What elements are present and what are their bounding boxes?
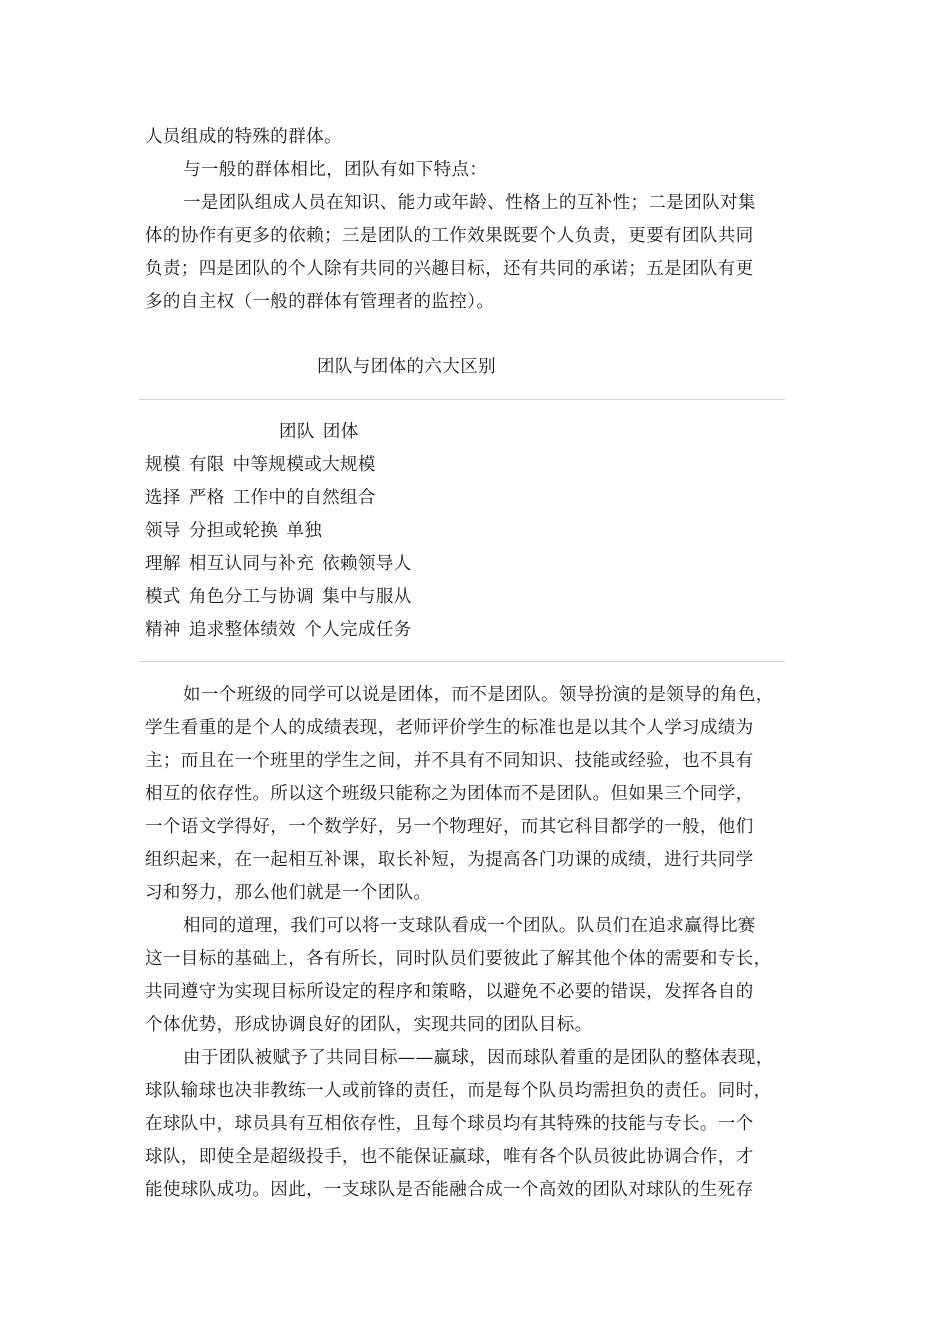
table-row bbox=[145, 586, 412, 608]
table-row bbox=[145, 454, 376, 476]
body-line: 学生看重的是个人的成绩表现，老师评价学生的标准也是以其个人学习成绩为 bbox=[145, 718, 754, 738]
body-line: 习和努力，那么他们就是一个团队。 bbox=[145, 883, 432, 903]
table-cell: 规模 bbox=[145, 455, 181, 475]
intro-para-line: 体的协作有更多的依赖；三是团队的工作效果既要个人负责，更要有团队共同 bbox=[145, 226, 754, 246]
body-line: 如一个班级的同学可以说是团体，而不是团队。领导扮演的是领导的角色， bbox=[183, 685, 774, 705]
table-cell: 领导 bbox=[145, 521, 181, 541]
intro-para-line: 多的自主权（一般的群体有管理者的监控）。 bbox=[145, 292, 495, 312]
table-cell: 集中与服从 bbox=[322, 587, 412, 607]
table-cell: 模式 bbox=[145, 587, 181, 607]
body-line: 共同遵守为实现目标所设定的程序和策略，以避免不必要的错误，发挥各自的 bbox=[145, 982, 754, 1002]
table-row bbox=[145, 487, 376, 509]
table-row bbox=[145, 520, 322, 542]
body-line: 相同的道理，我们可以将一支球队看成一个团队。队员们在追求赢得比赛 bbox=[183, 916, 756, 936]
table-cell: 相互认同与补充 bbox=[188, 554, 315, 574]
body-line: 在球队中，球员具有互相依存性，且每个球员均有其特殊的技能与专长。一个 bbox=[145, 1114, 754, 1134]
table-header-row bbox=[279, 421, 359, 443]
comparison-title: 团队与团体的六大区别 bbox=[317, 357, 496, 377]
intro-para-line: 一是团队组成人员在知识、能力或年龄、性格上的互补性；二是团队对集 bbox=[183, 193, 756, 213]
intro-para-line: 负责；四是团队的个人除有共同的兴趣目标，还有共同的承诺；五是团队有更 bbox=[145, 259, 754, 279]
table-cell: 单独 bbox=[286, 521, 323, 541]
table-cell: 中等规模或大规模 bbox=[232, 455, 376, 475]
body-line: 能使球队成功。因此，一支球队是否能融合成一个高效的团队对球队的生死存 bbox=[145, 1180, 754, 1200]
body-line: 由于团队被赋予了共同目标——赢球，因而球队着重的是团队的整体表现， bbox=[183, 1048, 774, 1068]
intro-line: 与一般的群体相比，团队有如下特点： bbox=[183, 160, 488, 180]
table-cell: 选择 bbox=[145, 488, 181, 508]
table-header-cell: 团体 bbox=[322, 422, 359, 442]
table-cell: 精神 bbox=[145, 620, 181, 640]
table-cell: 严格 bbox=[188, 488, 225, 508]
table-header-cell: 团队 bbox=[279, 422, 315, 442]
body-line: 个体优势，形成协调良好的团队，实现共同的团队目标。 bbox=[145, 1015, 593, 1035]
table-cell: 有限 bbox=[188, 455, 225, 475]
body-line: 相互的依存性。所以这个班级只能称之为团体而不是团队。但如果三个同学， bbox=[145, 784, 754, 804]
table-cell: 依赖领导人 bbox=[322, 554, 412, 574]
table-cell: 工作中的自然组合 bbox=[232, 488, 376, 508]
body-line: 球队输球也决非教练一人或前锋的责任，而是每个队员均需担负的责任。同时， bbox=[145, 1081, 772, 1101]
body-line: 球队，即使全是超级投手，也不能保证赢球，唯有各个队员彼此协调合作，才 bbox=[145, 1147, 754, 1167]
table-row bbox=[145, 619, 412, 641]
body-line: 主；而且在一个班里的学生之间，并不具有不同知识、技能或经验，也不具有 bbox=[145, 751, 754, 771]
table-top-rule bbox=[139, 399, 785, 400]
table-cell: 分担或轮换 bbox=[188, 521, 279, 541]
body-line: 这一目标的基础上，各有所长，同时队员们要彼此了解其他个体的需要和专长， bbox=[145, 949, 772, 969]
table-row bbox=[145, 553, 412, 575]
body-line: 一个语文学得好，一个数学好，另一个物理好，而其它科目都学的一般，他们 bbox=[145, 817, 754, 837]
table-bottom-rule bbox=[139, 661, 785, 662]
table-cell: 角色分工与协调 bbox=[188, 587, 315, 607]
table-cell: 理解 bbox=[145, 554, 181, 574]
body-line: 组织起来，在一起相互补课，取长补短，为提高各门功课的成绩，进行共同学 bbox=[145, 850, 754, 870]
intro-line: 人员组成的特殊的群体。 bbox=[145, 127, 342, 147]
table-cell: 追求整体绩效 bbox=[188, 620, 297, 640]
table-cell: 个人完成任务 bbox=[304, 620, 412, 640]
